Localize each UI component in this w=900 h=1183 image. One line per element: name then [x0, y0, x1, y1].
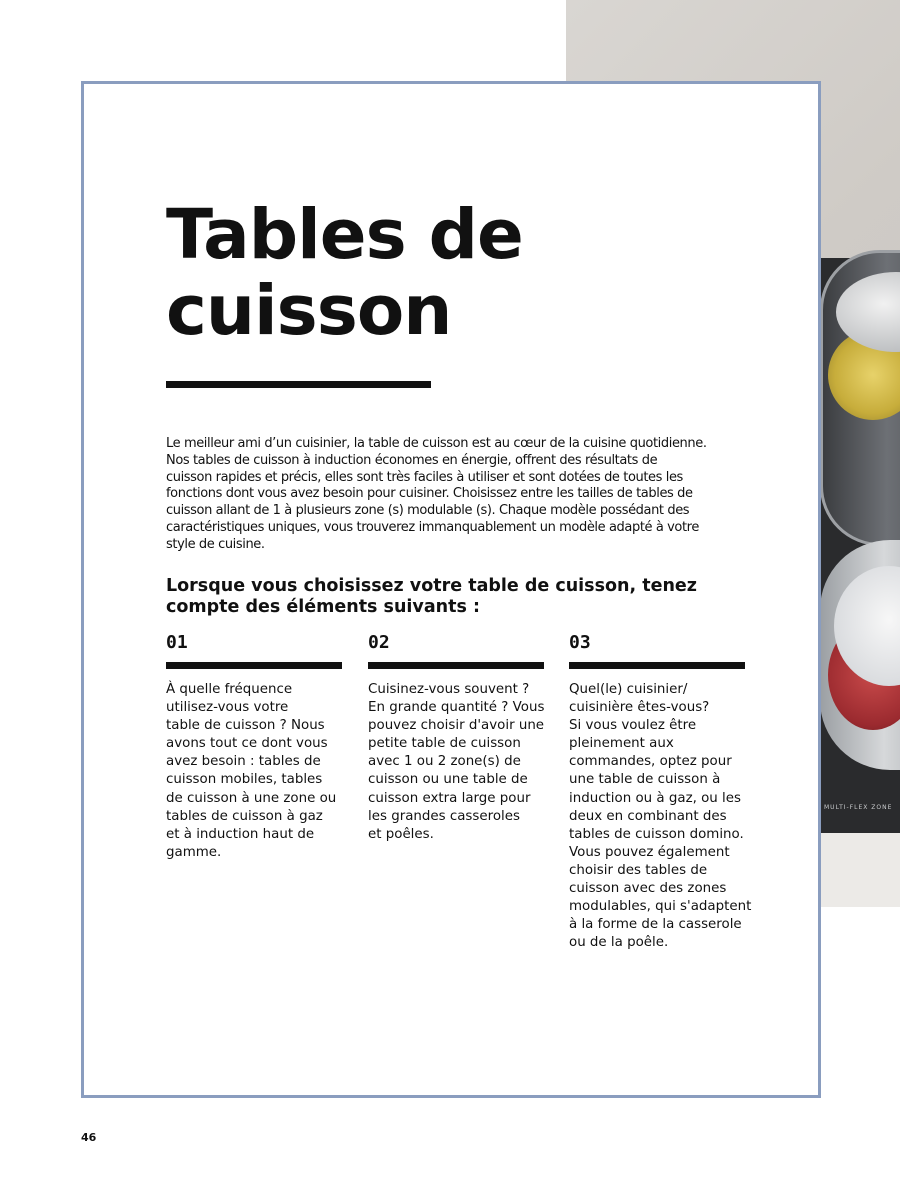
tip-line: pouvez choisir d'avoir une: [368, 718, 545, 734]
subheading-line: compte des éléments suivants :: [166, 597, 480, 617]
tip-line: choisir des tables de: [569, 862, 708, 878]
page-number: 46: [81, 1131, 97, 1144]
tip-number: 01: [166, 632, 188, 653]
tip-rule: [166, 662, 342, 669]
tip-line: et à induction haut de: [166, 826, 315, 842]
page-title: [166, 197, 523, 349]
tip-line: commandes, optez pour: [569, 754, 732, 770]
tip-line: cuisinière êtes-vous?: [569, 700, 710, 716]
tip-line: cuisson avec des zones: [569, 881, 727, 897]
tip-line: Si vous voulez être: [569, 718, 697, 734]
tip-text: [166, 681, 342, 862]
title-line: cuisson: [166, 271, 452, 351]
title-underline: [166, 381, 431, 388]
tip-line: tables de cuisson domino.: [569, 826, 744, 842]
tip-column-03: [569, 632, 752, 952]
tip-line: induction ou à gaz, ou les: [569, 790, 741, 806]
tip-line: Cuisinez-vous souvent ?: [368, 682, 530, 697]
tip-line: Vous pouvez également: [569, 844, 730, 860]
intro-line: caractéristiques uniques, vous trouverez immanquablement un modèle adapté à votre: [166, 519, 699, 535]
tip-line: ou de la poêle.: [569, 935, 669, 951]
tip-line: tables de cuisson à gaz: [166, 808, 323, 824]
tip-number: 03: [569, 632, 591, 653]
tip-line: En grande quantité ? Vous: [368, 700, 545, 716]
tip-line: cuisson extra large pour: [368, 790, 531, 806]
tip-text: [569, 681, 752, 952]
tip-line: utilisez-vous votre: [166, 700, 289, 716]
tip-line: petite table de cuisson: [368, 736, 521, 752]
tip-line: gamme.: [166, 844, 222, 860]
tip-line: À quelle fréquence: [166, 682, 293, 697]
tip-number: 02: [368, 632, 390, 653]
tip-line: table de cuisson ? Nous: [166, 718, 325, 734]
tip-line: modulables, qui s'adaptent: [569, 899, 752, 915]
subheading-line: Lorsque vous choisissez votre table de cuisson, tenez: [166, 576, 697, 596]
tip-line: les grandes casseroles: [368, 808, 520, 824]
tip-rule: [569, 662, 745, 669]
intro-paragraph: [166, 436, 746, 554]
tip-line: cuisson mobiles, tables: [166, 772, 323, 788]
intro-line: cuisson rapides et précis, elles sont très faciles à utiliser et sont dotées de toutes les: [166, 469, 683, 485]
countertop: [819, 833, 900, 907]
tip-rule: [368, 662, 544, 669]
tip-line: à la forme de la casserole: [569, 917, 742, 933]
intro-line: Nos tables de cuisson à induction économes en énergie, offrent des résultats de: [166, 452, 658, 468]
tip-line: cuisson ou une table de: [368, 772, 528, 788]
title-line: Tables de: [166, 195, 523, 275]
intro-line: Le meilleur ami d’un cuisinier, la table de cuisson est au cœur de la cuisine quotidienne.: [166, 436, 707, 451]
section-subheading: [166, 576, 756, 618]
tip-line: de cuisson à une zone ou: [166, 790, 337, 806]
intro-line: fonctions dont vous avez besoin pour cuisiner. Choisissez entre les tailles de tables de: [166, 486, 693, 502]
tip-line: pleinement aux: [569, 736, 674, 752]
tip-line: deux en combinant des: [569, 808, 727, 824]
tip-column-02: [368, 632, 544, 844]
tip-line: Quel(le) cuisinier/: [569, 682, 688, 697]
tip-line: avons tout ce dont vous: [166, 736, 328, 752]
tip-text: [368, 681, 544, 844]
intro-line: cuisson allant de 1 à plusieurs zone (s) modulable (s). Chaque modèle possédant des: [166, 503, 690, 519]
intro-line: style de cuisine.: [166, 536, 265, 552]
tip-column-01: [166, 632, 342, 862]
tip-line: une table de cuisson à: [569, 772, 721, 788]
tip-line: avez besoin : tables de: [166, 754, 321, 770]
tip-line: et poêles.: [368, 826, 434, 842]
cooktop-zone-label: MULTI-FLEX ZONE: [824, 804, 893, 811]
tip-line: avec 1 ou 2 zone(s) de: [368, 754, 521, 770]
